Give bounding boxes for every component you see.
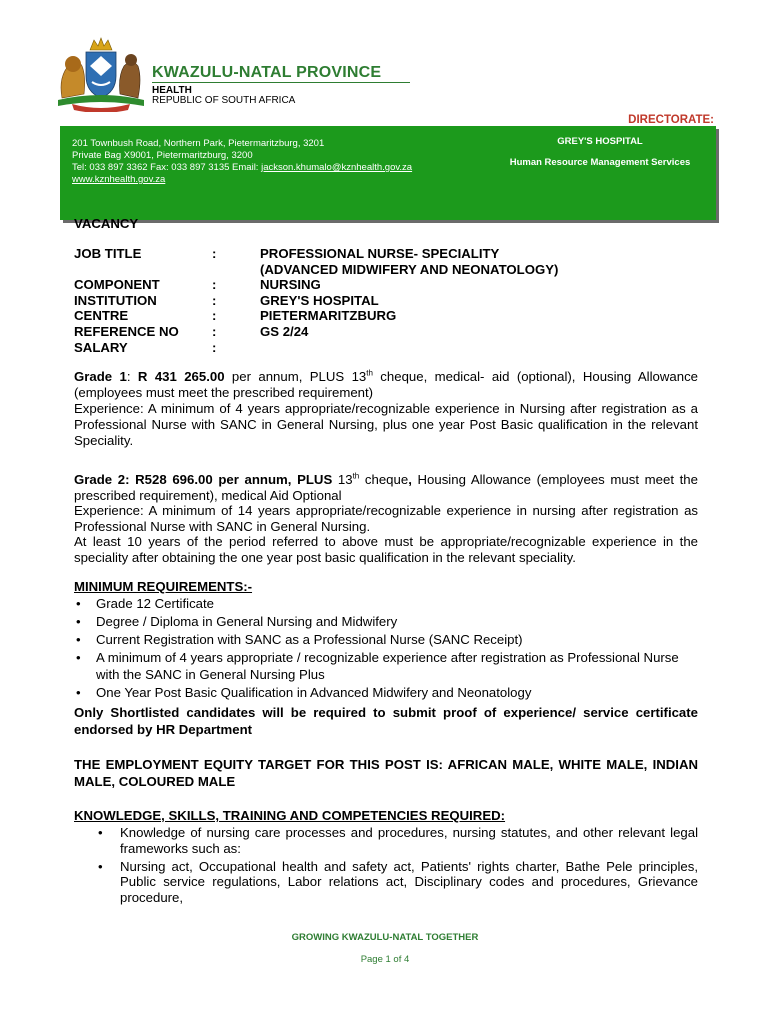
grade2-note: At least 10 years of the period referred to above must be appropriate/recognizable experience in the speciality after obtaining the one year post basic qualification in the relevant speciality. <box>74 534 698 565</box>
unit-name: Human Resource Management Services <box>509 157 691 168</box>
field-label-reference: REFERENCE NO <box>74 324 179 339</box>
grade2-label: Grade 2: R528 696.00 per annum, PLUS <box>74 472 333 487</box>
grade2-paragraph <box>74 472 698 504</box>
grade1-text: per annum, PLUS 13 <box>224 369 367 384</box>
contact-banner <box>60 126 716 220</box>
tel-fax-text: Tel: 033 897 3362 Fax: 033 897 3135 Email: <box>72 162 262 173</box>
requirements-list <box>74 596 698 701</box>
page-number: Page 1 of 4 <box>360 954 410 965</box>
field-value-institution: GREY'S HOSPITAL <box>260 293 379 308</box>
grade2-text-tail: Housing Allowance (employees must meet the prescribed requirement), medical Aid Optional <box>74 472 698 503</box>
website-link[interactable]: www.kznhealth.gov.za <box>72 174 166 185</box>
field-label-component: COMPONENT <box>74 277 160 292</box>
grade1-amount: R 431 265.00 <box>137 369 225 384</box>
list-item: • One Year Post Basic Qualification in Advanced Midwifery and Neonatology <box>74 685 698 701</box>
grade1-experience: Experience: A minimum of 4 years appropriate/recognizable experience in Nursing after registration as a Professional Nurse with SANC in General Nursing, plus one year Post Basic qualification in the relevant Speciality. <box>74 401 698 448</box>
department-name: HEALTH <box>152 85 192 96</box>
grade2-text: 13 <box>332 472 353 487</box>
knowledge-list <box>96 825 698 906</box>
shortlist-note: Only Shortlisted candidates will be required to submit proof of experience/ service certificate endorsed by HR Department <box>74 705 698 737</box>
field-colon: : <box>212 340 217 355</box>
list-item: • A minimum of 4 years appropriate / recognizable experience after registration as Professional Nurse with the SANC in General Nursing Plus <box>74 649 698 683</box>
field-colon: : <box>212 246 217 261</box>
grade1-text-cont: cheque, medical- aid (optional), Housing Allowance (employees must meet the prescribed requirement) <box>74 369 698 400</box>
field-label-job-title: JOB TITLE <box>74 246 142 261</box>
field-value-job-title: PROFESSIONAL NURSE- SPECIALITY <box>260 246 500 261</box>
field-value-centre: PIETERMARITZBURG <box>260 308 397 323</box>
ordinal-suffix: th <box>352 471 360 481</box>
contact-line <box>72 162 412 174</box>
vacancy-heading: VACANCY <box>74 216 139 231</box>
country-name: REPUBLIC OF SOUTH AFRICA <box>152 95 296 106</box>
list-item: • Grade 12 Certificate <box>74 596 698 612</box>
field-value-reference: GS 2/24 <box>260 324 309 339</box>
field-value-component: NURSING <box>260 277 321 292</box>
address-line-postal: Private Bag X9001, Pietermaritzburg, 3200 <box>72 150 253 161</box>
province-title: KWAZULU-NATAL PROVINCE <box>152 64 382 81</box>
hospital-block <box>500 136 700 168</box>
footer-slogan: GROWING KWAZULU-NATAL TOGETHER <box>291 932 479 943</box>
field-colon: : <box>212 277 217 292</box>
grade2-comma: , <box>408 472 412 487</box>
provincial-coat-of-arms-logo <box>52 36 150 112</box>
address-block <box>72 138 412 186</box>
requirements-heading: MINIMUM REQUIREMENTS:- <box>74 579 253 594</box>
hospital-name: GREY'S HOSPITAL <box>557 136 643 147</box>
ordinal-suffix: th <box>366 368 373 378</box>
email-link[interactable]: jackson.khumalo@kznhealth.gov.za <box>261 162 413 173</box>
grade1-colon: : <box>126 369 138 384</box>
field-label-centre: CENTRE <box>74 308 129 323</box>
grade1-label: Grade 1 <box>74 369 127 384</box>
grade2-text-cont: cheque <box>359 472 409 487</box>
field-label-salary: SALARY <box>74 340 128 355</box>
list-item: • Current Registration with SANC as a Professional Nurse (SANC Receipt) <box>74 632 698 648</box>
knowledge-heading: KNOWLEDGE, SKILLS, TRAINING AND COMPETENCIES REQUIRED: <box>74 808 506 823</box>
list-item: • Knowledge of nursing care processes and procedures, nursing statutes, and other relevant legal frameworks such as: <box>96 825 698 857</box>
grade1-paragraph <box>74 369 698 401</box>
grade2-experience: Experience: A minimum of 14 years appropriate/recognizable experience in nursing after registration as Professional Nurse with SANC in General Nursing. <box>74 503 698 534</box>
header-rule <box>152 82 410 83</box>
field-value-job-title-line2: (ADVANCED MIDWIFERY AND NEONATOLOGY) <box>260 262 559 277</box>
directorate-label: DIRECTORATE: <box>628 114 714 126</box>
field-label-institution: INSTITUTION <box>74 293 157 308</box>
list-item: • Degree / Diploma in General Nursing and Midwifery <box>74 614 698 630</box>
address-line-street: 201 Townbush Road, Northern Park, Pietermaritzburg, 3201 <box>72 138 325 149</box>
field-colon: : <box>212 293 217 308</box>
field-colon: : <box>212 308 217 323</box>
field-colon: : <box>212 324 217 339</box>
list-item: • Nursing act, Occupational health and safety act, Patients' rights charter, Bathe Pele principles, Public service regulations, Labor relations act, Disciplinary codes and procedures, Grievance procedure, <box>96 859 698 906</box>
equity-target: THE EMPLOYMENT EQUITY TARGET FOR THIS POST IS: AFRICAN MALE, WHITE MALE, INDIAN MALE, COLOURED MALE <box>74 757 698 789</box>
